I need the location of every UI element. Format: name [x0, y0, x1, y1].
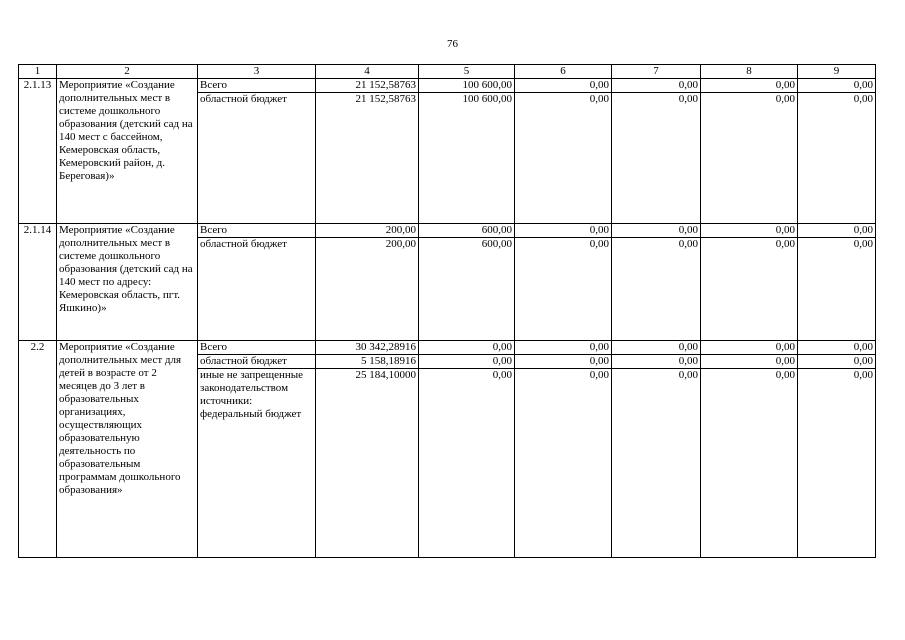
header-cell-6: 6 [515, 65, 612, 79]
value-cell: 0,00 [515, 93, 612, 224]
header-cell-2: 2 [57, 65, 198, 79]
value-cell: 0,00 [515, 79, 612, 93]
value-cell: 0,00 [701, 355, 798, 369]
value-cell: 0,00 [612, 224, 701, 238]
value-cell: 0,00 [515, 341, 612, 355]
item-description: Мероприятие «Создание дополнительных мест в системе дошкольного образования (детский сад на 140 мест с бассейном, Кемеровская область, Кемеровский район, д. Береговая)» [57, 79, 198, 224]
value-cell: 21 152,58763 [316, 93, 419, 224]
value-cell: 0,00 [612, 238, 701, 341]
table-row [19, 341, 876, 355]
value-cell: 0,00 [701, 238, 798, 341]
header-cell-4: 4 [316, 65, 419, 79]
header-row [19, 65, 876, 79]
value-cell: 0,00 [798, 93, 876, 224]
value-cell: 0,00 [515, 224, 612, 238]
funding-source: иные не запрещенные законодательством источники: федеральный бюджет [198, 369, 316, 558]
funding-source: областной бюджет [198, 238, 316, 341]
funding-source: Всего [198, 79, 316, 93]
value-cell: 0,00 [612, 93, 701, 224]
value-cell: 0,00 [701, 224, 798, 238]
header-cell-7: 7 [612, 65, 701, 79]
value-cell: 0,00 [798, 224, 876, 238]
value-cell: 0,00 [419, 355, 515, 369]
value-cell: 0,00 [701, 93, 798, 224]
item-description: Мероприятие «Создание дополнительных мест для детей в возрасте от 2 месяцев до 3 лет в образовательных организациях, осуществляющих образовательную деятельность по образовательным программам дошкольного образования» [57, 341, 198, 558]
header-cell-8: 8 [701, 65, 798, 79]
table-row [19, 224, 876, 238]
value-cell: 0,00 [798, 369, 876, 558]
table-row [19, 79, 876, 93]
value-cell: 0,00 [419, 341, 515, 355]
funding-source: Всего [198, 341, 316, 355]
page-number: 76 [447, 38, 458, 50]
header-cell-3: 3 [198, 65, 316, 79]
value-cell: 200,00 [316, 238, 419, 341]
value-cell: 21 152,58763 [316, 79, 419, 93]
value-cell: 0,00 [612, 341, 701, 355]
value-cell: 100 600,00 [419, 79, 515, 93]
funding-source: Всего [198, 224, 316, 238]
header-cell-9: 9 [798, 65, 876, 79]
header-cell-1: 1 [19, 65, 57, 79]
value-cell: 200,00 [316, 224, 419, 238]
item-number: 2.1.13 [19, 79, 57, 224]
value-cell: 0,00 [798, 79, 876, 93]
value-cell: 0,00 [419, 369, 515, 558]
funding-source: областной бюджет [198, 93, 316, 224]
value-cell: 600,00 [419, 238, 515, 341]
value-cell: 0,00 [798, 238, 876, 341]
header-cell-5: 5 [419, 65, 515, 79]
value-cell: 600,00 [419, 224, 515, 238]
item-number: 2.2 [19, 341, 57, 558]
value-cell: 0,00 [701, 341, 798, 355]
value-cell: 0,00 [798, 341, 876, 355]
value-cell: 5 158,18916 [316, 355, 419, 369]
value-cell: 0,00 [612, 355, 701, 369]
value-cell: 0,00 [612, 79, 701, 93]
value-cell: 0,00 [612, 369, 701, 558]
item-description: Мероприятие «Создание дополнительных мест в системе дошкольного образования (детский сад на 140 мест по адресу: Кемеровская область, пгт. Яшкино)» [57, 224, 198, 341]
value-cell: 0,00 [701, 369, 798, 558]
value-cell: 100 600,00 [419, 93, 515, 224]
funding-source: областной бюджет [198, 355, 316, 369]
value-cell: 30 342,28916 [316, 341, 419, 355]
budget-table [18, 64, 876, 558]
value-cell: 0,00 [515, 369, 612, 558]
value-cell: 0,00 [515, 238, 612, 341]
value-cell: 0,00 [515, 355, 612, 369]
value-cell: 0,00 [701, 79, 798, 93]
item-number: 2.1.14 [19, 224, 57, 341]
value-cell: 25 184,10000 [316, 369, 419, 558]
value-cell: 0,00 [798, 355, 876, 369]
